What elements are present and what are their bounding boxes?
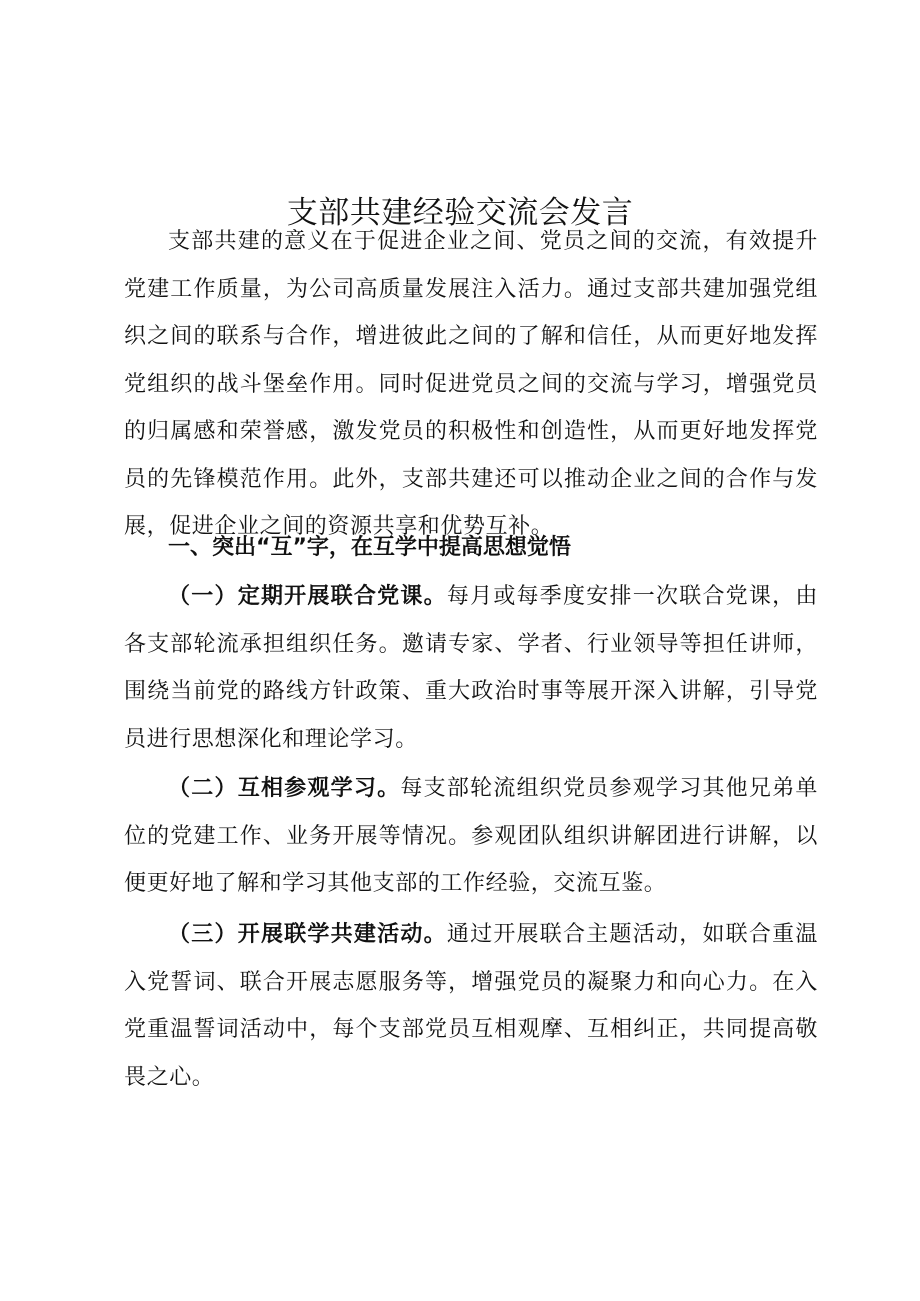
subsection-paragraph-3 [124,911,818,1101]
document-title: 支部共建经验交流会发言 [286,194,634,231]
subsection-paragraph-1 [124,573,818,763]
subsection-paragraph-2 [124,765,818,908]
subsection-text-2: 每支部轮流组织党员参观学习其他兄弟单位的党建工作、业务开展等情况。参观团队组织讲解团进行讲解，以便更好地了解和学习其他支部的工作经验，交流互鉴。 [124,776,818,896]
subsection-text-3: 通过开展联合主题活动，如联合重温入党誓词、联合开展志愿服务等，增强党员的凝聚力和向心力。在入党重温誓词活动中，每个支部党员互相观摩、互相纠正，共同提高敬畏之心。 [124,922,818,1090]
subsection-lead-2: （二）互相参观学习。 [168,776,401,801]
intro-paragraph: 支部共建的意义在于促进企业之间、党员之间的交流，有效提升党建工作质量，为公司高质量发展注入活力。通过支部共建加强党组织之间的联系与合作，增进彼此之间的了解和信任，从而更好地发挥党组织的战斗堡垒作用。同时促进党员之间的交流与学习，增强党员的归属感和荣誉感，激发党员的积极性和创造性，从而更好地发挥党员的先锋模范作用。此外，支部共建还可以推动企业之间的合作与发展，促进企业之间的资源共享和优势互补。 [124,229,818,539]
subsection-text-1: 每月或每季度安排一次联合党课，由各支部轮流承担组织任务。邀请专家、学者、行业领导等担任讲师，围绕当前党的路线方针政策、重大政治时事等展开深入讲解，引导党员进行思想深化和理论学习。 [124,584,818,752]
section-heading-one: 一、突出“互”字，在互学中提高思想觉悟 [168,535,571,560]
subsection-lead-3: （三）开展联学共建活动。 [168,922,447,947]
subsection-lead-1: （一）定期开展联合党课。 [168,584,447,609]
